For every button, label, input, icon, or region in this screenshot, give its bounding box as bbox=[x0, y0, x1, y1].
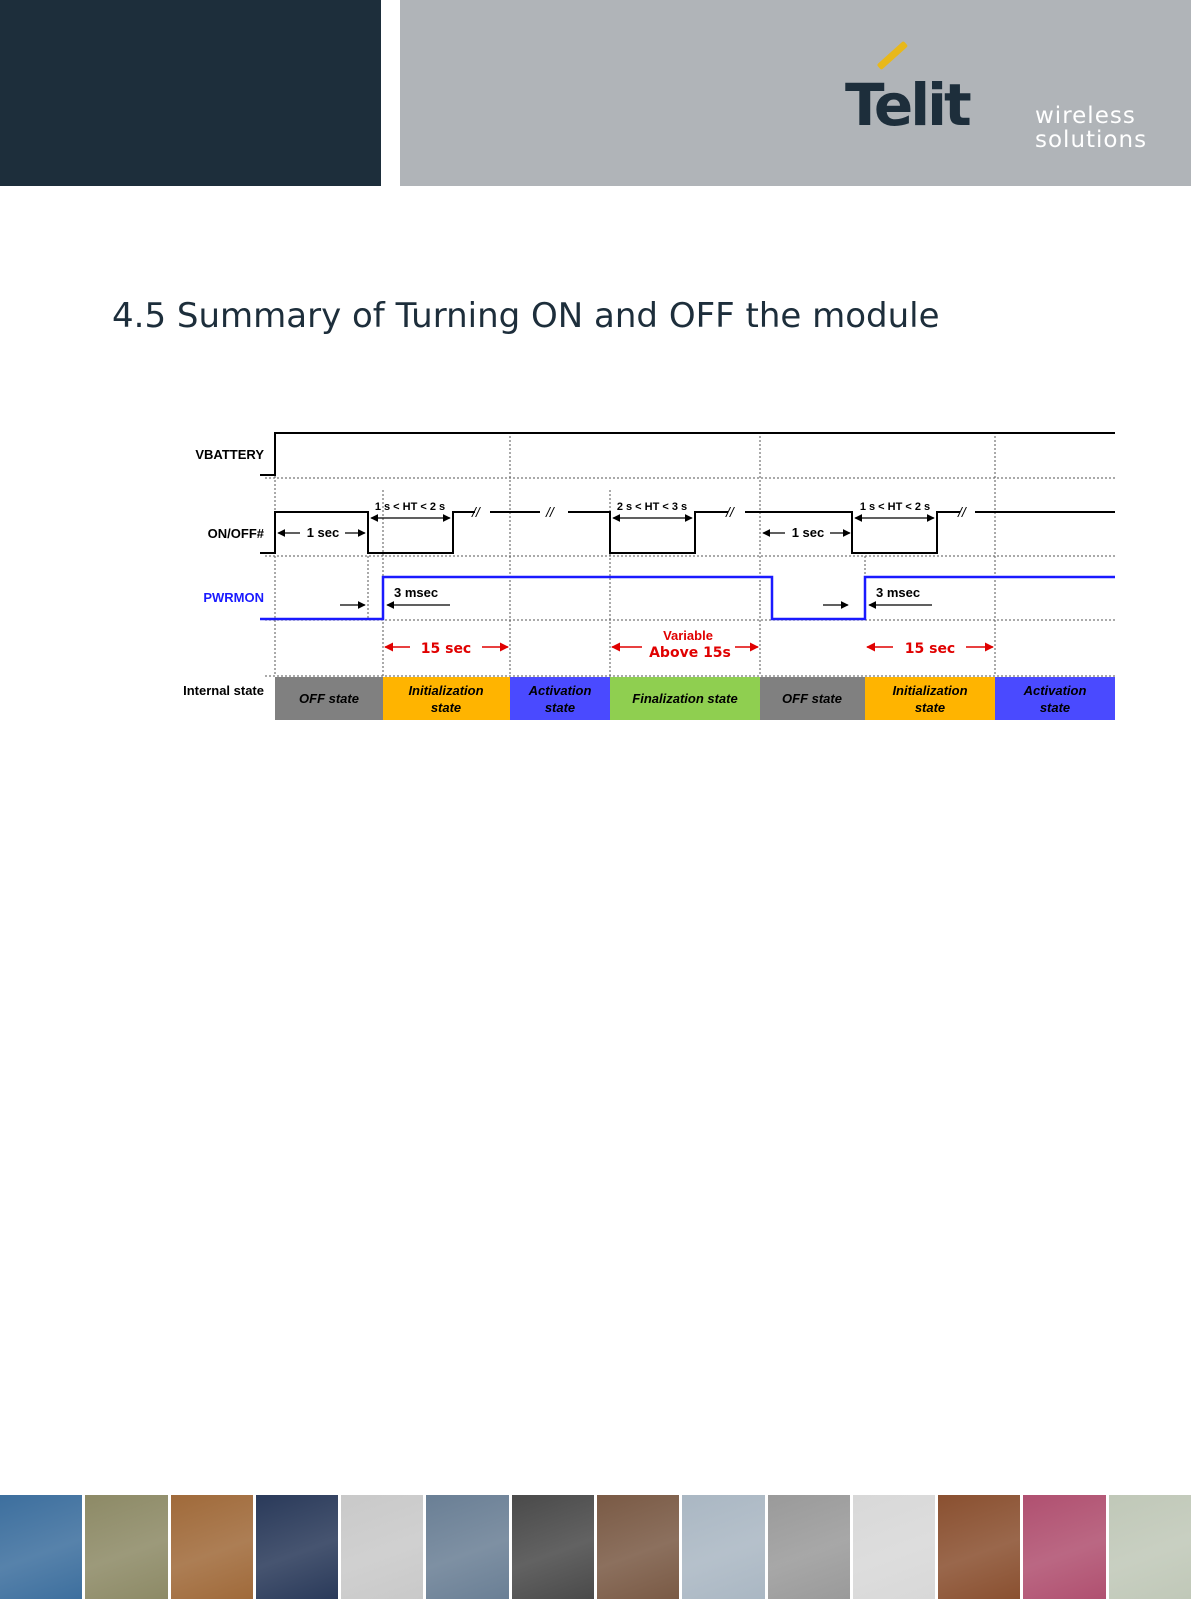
break-mark-3: // bbox=[726, 504, 734, 520]
state-label-init-1b: state bbox=[430, 700, 462, 715]
footer-photo-tile bbox=[171, 1495, 253, 1599]
footer-photo-tile bbox=[512, 1495, 594, 1599]
one-sec-label-1: 1 sec bbox=[306, 525, 340, 540]
section-title: 4.5 Summary of Turning ON and OFF the module bbox=[112, 296, 940, 336]
footer-photo-strip bbox=[0, 1495, 1191, 1599]
break-mark-4: // bbox=[958, 504, 966, 520]
ht-label-1: 1 s < HT < 2 s bbox=[374, 501, 446, 513]
state-label-init-2a: Initialization bbox=[892, 683, 968, 698]
state-label-off-2: OFF state bbox=[782, 691, 842, 706]
logo-tagline-line2: solutions bbox=[1035, 127, 1148, 154]
footer-photo-tile bbox=[1109, 1495, 1191, 1599]
msec-label-2: 3 msec bbox=[876, 585, 921, 600]
logo-tagline-line1: wireless bbox=[1035, 103, 1136, 129]
telit-logo bbox=[845, 62, 1165, 162]
state-label-act-1a: Activation bbox=[528, 683, 592, 698]
msec-label-1: 3 msec bbox=[394, 585, 439, 600]
state-label-final: Finalization state bbox=[632, 691, 738, 706]
pwrmon-waveform bbox=[260, 577, 1115, 619]
footer-photo-tile bbox=[597, 1495, 679, 1599]
state-label-off-1: OFF state bbox=[299, 691, 359, 706]
label-pwrmon: PWRMON bbox=[203, 590, 264, 605]
footer-photo-tile bbox=[938, 1495, 1020, 1599]
fifteen-sec-label-1: 15 sec bbox=[420, 641, 472, 657]
footer-photo-tile bbox=[85, 1495, 167, 1599]
label-vbattery: VBATTERY bbox=[195, 447, 264, 462]
state-label-init-2b: state bbox=[914, 700, 946, 715]
footer-photo-tile bbox=[426, 1495, 508, 1599]
timing-diagram bbox=[160, 430, 1120, 740]
state-label-act-1b: state bbox=[544, 700, 576, 715]
footer-photo-tile bbox=[1023, 1495, 1105, 1599]
logo-tagline bbox=[1035, 104, 1147, 152]
state-label-act-2a: Activation bbox=[1023, 683, 1087, 698]
fifteen-sec-label-2: 15 sec bbox=[904, 641, 956, 657]
footer-photo-tile bbox=[341, 1495, 423, 1599]
label-onoff: ON/OFF# bbox=[207, 526, 264, 541]
break-mark-2: // bbox=[546, 504, 554, 520]
state-label-init-1a: Initialization bbox=[408, 683, 484, 698]
ht-label-2: 2 s < HT < 3 s bbox=[616, 501, 688, 513]
footer-photo-tile bbox=[853, 1495, 935, 1599]
label-internal-state: Internal state bbox=[183, 683, 264, 698]
vbattery-waveform bbox=[260, 433, 1115, 475]
footer-photo-tile bbox=[256, 1495, 338, 1599]
one-sec-label-2: 1 sec bbox=[791, 525, 825, 540]
logo-word: Telit bbox=[845, 71, 969, 139]
variable-label: Variable bbox=[663, 628, 713, 643]
footer-photo-tile bbox=[682, 1495, 764, 1599]
onoff-arrows bbox=[278, 518, 934, 533]
state-label-act-2b: state bbox=[1039, 700, 1071, 715]
break-mark-1: // bbox=[472, 504, 480, 520]
header-dark-panel bbox=[0, 0, 381, 186]
footer-photo-tile bbox=[768, 1495, 850, 1599]
footer-photo-tile bbox=[0, 1495, 82, 1599]
above-15s-label: Above 15s bbox=[649, 645, 731, 661]
ht-label-3: 1 s < HT < 2 s bbox=[859, 501, 931, 513]
